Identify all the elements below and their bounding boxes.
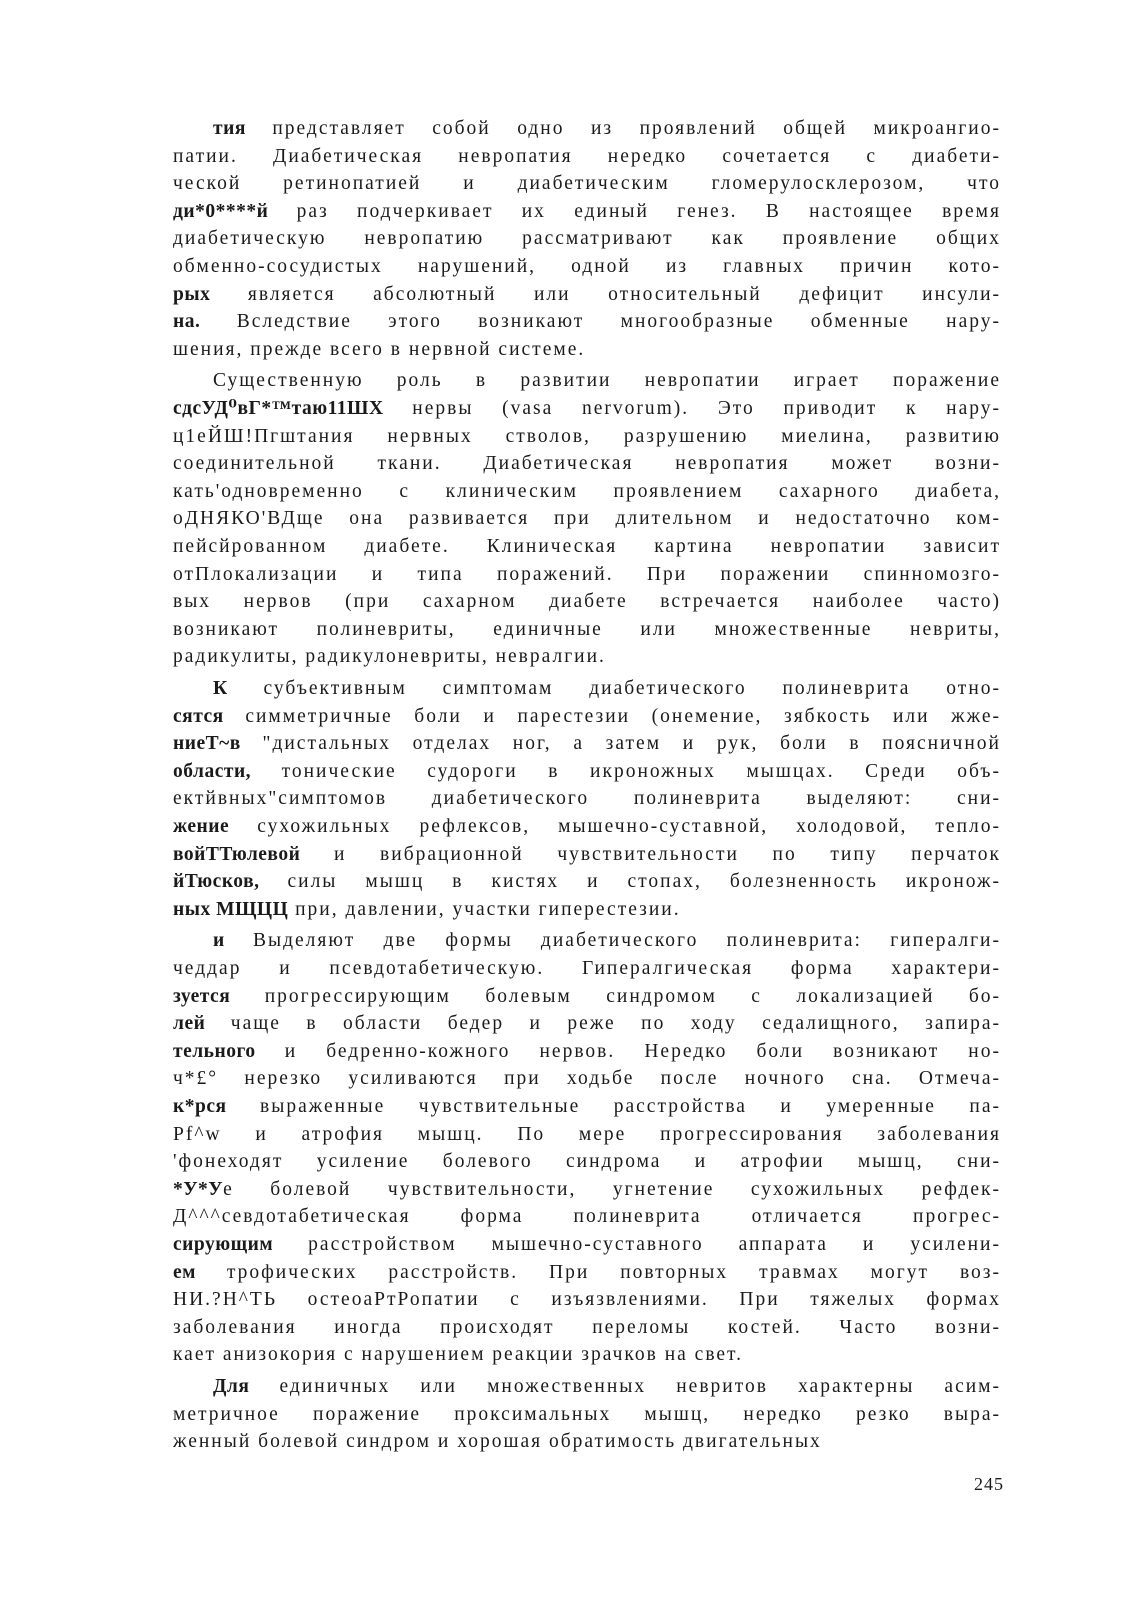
text-run: чеддар и псевдотабетическую. Гипералгическая форма характери- bbox=[173, 958, 1001, 979]
text-line bbox=[173, 957, 1001, 981]
text-line bbox=[173, 1316, 1001, 1340]
text-line bbox=[173, 172, 1001, 196]
text-line bbox=[173, 1430, 1001, 1454]
bold-run: тия bbox=[213, 118, 246, 139]
text-run: нервы (vasa nervorum). Это приводит к нару- bbox=[383, 398, 1001, 419]
text-run: соединительной ткани. Диабетическая невропатия может возни- bbox=[173, 453, 1001, 474]
text-run: Вследствие этого возникают многообразные обменные нару- bbox=[200, 311, 1001, 332]
text-run: Существенную роль в развитии невропатии играет поражение bbox=[213, 370, 1001, 391]
text-run: расстройством мышечно-суставного аппарата и усилени- bbox=[273, 1234, 1001, 1255]
text-run: заболевания иногда происходят переломы костей. Часто возни- bbox=[173, 1317, 1001, 1338]
text-line bbox=[213, 1375, 1001, 1399]
bold-run: лей bbox=[173, 1013, 206, 1034]
text-line bbox=[173, 898, 1001, 922]
text-line bbox=[173, 705, 1001, 729]
text-run: тонические судороги в икроножных мышцах. Среди объ- bbox=[251, 761, 1001, 782]
text-run: кать'одновременно с клиническим проявлением сахарного диабета, bbox=[173, 481, 1001, 502]
text-line bbox=[173, 1095, 1001, 1119]
text-run: метричное поражение проксимальных мышц, нередко резко выра- bbox=[173, 1404, 1001, 1425]
bold-run: *У*У bbox=[173, 1179, 224, 1200]
text-run: оДНЯКО'ВДще она развивается при длительном и недостаточно ком- bbox=[173, 508, 1001, 529]
text-run: ч*£° нерезко усиливаются при ходьбе после ночного сна. Отмеча- bbox=[173, 1068, 1001, 1089]
text-line bbox=[173, 1012, 1001, 1036]
text-line bbox=[173, 200, 1001, 224]
text-line bbox=[173, 645, 1001, 669]
text-line bbox=[213, 677, 1001, 701]
text-run: трофических расстройств. При повторных травмах могут воз- bbox=[195, 1262, 1001, 1283]
text-run: диабетическую невропатию рассматривают как проявление общих bbox=[173, 228, 1001, 249]
bold-run: зуется bbox=[173, 986, 231, 1007]
text-run: силы мышц в кистях и стопах, болезненность икронож- bbox=[259, 871, 1001, 892]
bold-run: тельного bbox=[173, 1041, 256, 1062]
bold-run: сдсУД⁰вГ*™таю11ШХ bbox=[173, 398, 384, 419]
bold-run: йТюсков, bbox=[173, 871, 260, 892]
text-line bbox=[173, 283, 1001, 307]
text-run: женный болевой синдром и хорошая обратимость двигательных bbox=[173, 1431, 822, 1452]
text-run: Pf^w и атрофия мышц. По мере прогрессирования заболевания bbox=[173, 1124, 1001, 1145]
text-run: выраженные чувствительные расстройства и умеренные па- bbox=[226, 1096, 1001, 1117]
text-run: сухожильных рефлексов, мышечно-суставной, холодовой, тепло- bbox=[229, 816, 1001, 837]
text-run: вых нервов (при сахарном диабете встречается наиболее часто) bbox=[173, 591, 1001, 612]
text-line bbox=[173, 870, 1001, 894]
text-line bbox=[173, 1205, 1001, 1229]
text-run: возникают полиневриты, единичные или множественные невриты, bbox=[173, 619, 1001, 640]
text-line bbox=[213, 369, 1001, 393]
text-run: представляет собой одно из проявлений общей микроангио- bbox=[245, 118, 1001, 139]
text-line bbox=[173, 535, 1001, 559]
text-run: является абсолютный или относительный дефицит инсули- bbox=[210, 284, 1001, 305]
text-run: кает анизокория с нарушением реакции зрачков на свет. bbox=[173, 1344, 743, 1365]
text-line bbox=[173, 338, 1001, 362]
text-run: чаще в области бедер и реже по ходу седалищного, запира- bbox=[205, 1013, 1001, 1034]
text-run: и вибрационной чувствительности по типу перчаток bbox=[300, 844, 1001, 865]
bold-run: К bbox=[213, 678, 228, 699]
text-line bbox=[173, 843, 1001, 867]
bold-run: ем bbox=[173, 1262, 196, 1283]
page-number: 245 bbox=[974, 1474, 1004, 1494]
text-line bbox=[173, 1150, 1001, 1174]
text-line bbox=[213, 929, 1001, 953]
text-line bbox=[173, 425, 1001, 449]
text-run: единичных или множественных невритов характерны асим- bbox=[249, 1376, 1001, 1397]
text-line bbox=[173, 760, 1001, 784]
text-line bbox=[173, 310, 1001, 334]
bold-run: Для bbox=[213, 1376, 250, 1397]
text-run: ц1еЙШ!Пгштания нервных стволов, разрушению миелина, развитию bbox=[173, 426, 1001, 447]
text-line bbox=[173, 480, 1001, 504]
bold-run: к*рся bbox=[173, 1096, 227, 1117]
bold-run: ди*0****й bbox=[173, 201, 269, 222]
text-line bbox=[173, 618, 1001, 642]
text-line bbox=[173, 1067, 1001, 1091]
text-run: субъективным симптомам диабетического полиневрита отно- bbox=[227, 678, 1001, 699]
text-line bbox=[173, 452, 1001, 476]
bold-run: ниеТ~в bbox=[173, 733, 241, 754]
text-line bbox=[173, 1343, 1001, 1367]
text-line bbox=[173, 985, 1001, 1009]
bold-run: сятся bbox=[173, 706, 224, 727]
bold-run: и bbox=[213, 930, 225, 951]
text-line bbox=[213, 117, 1001, 141]
text-line bbox=[173, 1233, 1001, 1257]
text-run: ческой ретинопатией и диабетическим гломерулосклерозом, что bbox=[173, 173, 1001, 194]
bold-run: рых bbox=[173, 284, 211, 305]
text-run: шения, прежде всего в нервной системе. bbox=[173, 339, 586, 360]
text-run: патии. Диабетическая невропатия нередко сочетается с диабети- bbox=[173, 146, 1001, 167]
text-run: Д^^^севдотабетическая форма полиневрита отличается прогрес- bbox=[173, 1206, 1001, 1227]
bold-run: войТТюлевой bbox=[173, 844, 301, 865]
text-line bbox=[173, 563, 1001, 587]
text-line bbox=[173, 590, 1001, 614]
text-run: обменно-сосудистых нарушений, одной из главных причин кото- bbox=[173, 256, 1001, 277]
text-line bbox=[173, 255, 1001, 279]
text-line bbox=[173, 815, 1001, 839]
text-line bbox=[173, 1040, 1001, 1064]
bold-run: сирующим bbox=[173, 1234, 274, 1255]
text-line bbox=[173, 1261, 1001, 1285]
text-run: прогрессирующим болевым синдромом с локализацией бо- bbox=[230, 986, 1001, 1007]
text-run: радикулиты, радикулоневриты, невралгии. bbox=[173, 646, 606, 667]
text-run: ектйвных"симптомов диабетического полиневрита выделяют: сни- bbox=[173, 788, 1001, 809]
text-run: отПлокализации и типа поражений. При поражении спинномозго- bbox=[173, 564, 1001, 585]
text-run: НИ.?Н^ТЬ остеоаРтРопатии с изъязвлениями. При тяжелых формах bbox=[173, 1289, 1001, 1310]
bold-run: на. bbox=[173, 311, 201, 332]
text-line bbox=[173, 1123, 1001, 1147]
text-line bbox=[173, 1288, 1001, 1312]
text-run: при, давлении, участки гиперестезии. bbox=[288, 899, 681, 920]
text-line bbox=[173, 1178, 1001, 1202]
text-run: симметричные боли и парестезии (онемение, зябкость или жже- bbox=[223, 706, 1001, 727]
text-line bbox=[173, 145, 1001, 169]
text-line bbox=[173, 787, 1001, 811]
text-run: пейсйрованном диабете. Клиническая картина невропатии зависит bbox=[173, 536, 1001, 557]
text-run: "дистальных отделах ног, а затем и рук, боли в поясничной bbox=[240, 733, 1001, 754]
bold-run: жение bbox=[173, 816, 230, 837]
bold-run: области, bbox=[173, 761, 252, 782]
text-run: Выделяют две формы диабетического полиневрита: гипералги- bbox=[224, 930, 1001, 951]
text-line bbox=[173, 397, 1001, 421]
text-run: и бедренно-кожного нервов. Нередко боли возникают но- bbox=[255, 1041, 1001, 1062]
text-run: 'фонеходят усиление болевого синдрома и атрофии мышц, сни- bbox=[173, 1151, 1001, 1172]
text-line bbox=[173, 227, 1001, 251]
text-run: е болевой чувствительности, угнетение сухожильных рефдек- bbox=[223, 1179, 1001, 1200]
text-line bbox=[173, 507, 1001, 531]
text-run: раз подчеркивает их единый генез. В настоящее время bbox=[268, 201, 1001, 222]
bold-run: ных МЩЦЦ bbox=[173, 899, 289, 920]
text-line bbox=[173, 1403, 1001, 1427]
text-line bbox=[173, 732, 1001, 756]
